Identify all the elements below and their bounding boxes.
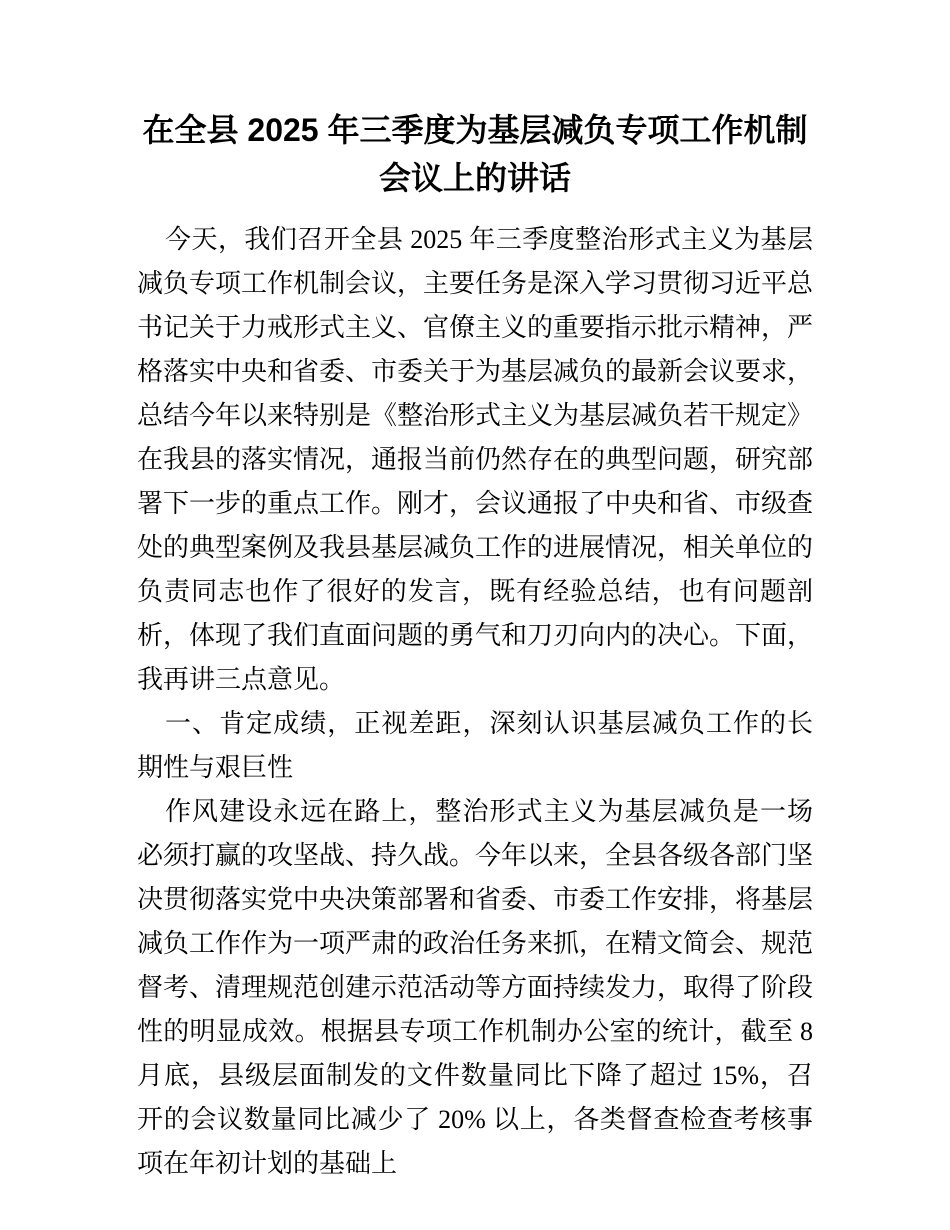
section-heading-1: 一、肯定成绩，正视差距，深刻认识基层减负工作的长期性与艰巨性 — [137, 709, 813, 782]
paragraph-opening: 今天，我们召开全县 2025 年三季度整治形式主义为基层减负专项工作机制会议，主要任务是深入学习贯彻习近平总书记关于力戒形式主义、官僚主义的重要指示批示精神，严格落实中央和省委、市委关于为基层减负的最新会议要求，总结今年以来特别是《整治形式主义为基层减负若干规定》在我县的落实情况，通报当前仍然存在的典型问题，研究部署下一步的重点工作。刚才，会议通报了中央和省、市级查处的典型案例及我县基层减负工作的进展情况，相关单位的负责同志也作了很好的发言，既有经验总结，也有问题剖析，体现了我们直面问题的勇气和刀刃向内的决心。下面，我再讲三点意见。 — [137, 225, 814, 694]
document-title-line-2: 会议上的讲话 — [378, 160, 571, 196]
paragraph-section-1-body: 作风建设永远在路上，整治形式主义为基层减负是一场必须打赢的攻坚战、持久战。今年以来，全县各级各部门坚决贯彻落实党中央决策部署和省委、市委工作安排，将基层减负工作作为一项严肃的政治任务来抓，在精文简会、规范督考、清理规范创建示范活动等方面持续发力，取得了阶段性的明显成效。根据县专项工作机制办公室的统计，截至 8 月底，县级层面制发的文件数量同比下降了超过 15%，召开的会议数量同比减少了 20% 以上，各类督查检查考核事项在年初计划的基础上 — [137, 797, 814, 1178]
document-title-line-1: 在全县 2025 年三季度为基层减负专项工作机制 — [142, 112, 808, 148]
document-title — [137, 106, 813, 202]
